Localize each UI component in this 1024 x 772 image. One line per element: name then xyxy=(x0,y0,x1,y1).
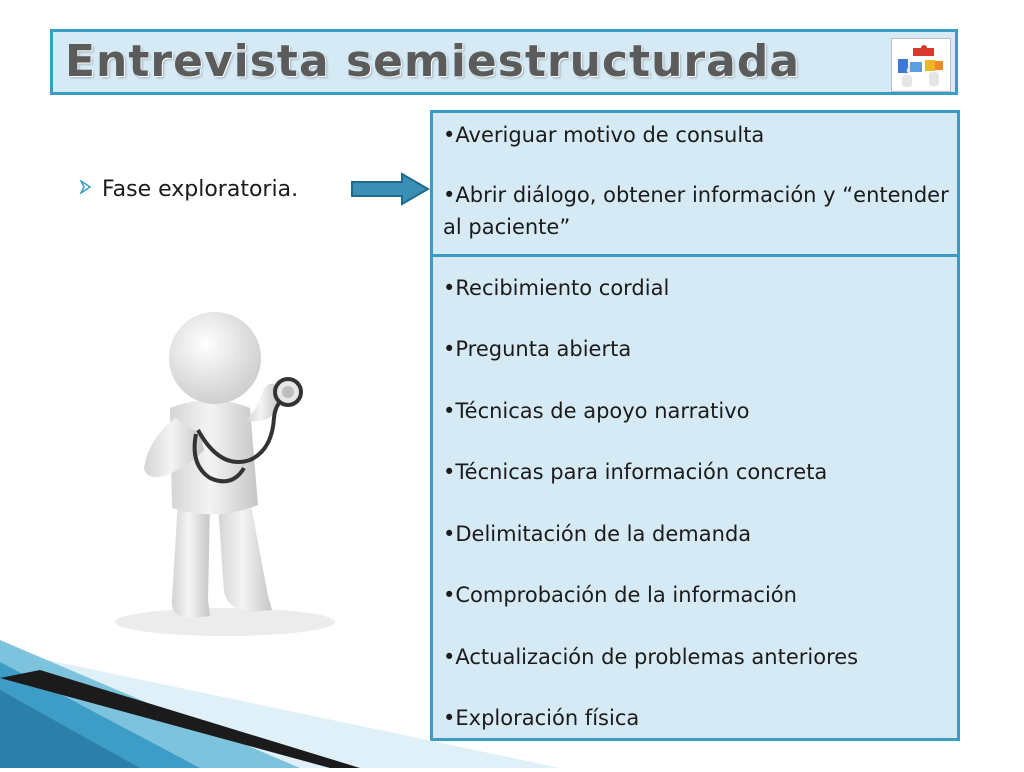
list-item: •Averiguar motivo de consulta xyxy=(443,123,765,147)
list-item: •Técnicas para información concreta xyxy=(443,460,828,484)
list-item: •Comprobación de la información xyxy=(443,583,797,607)
arrow-right-bullet-icon xyxy=(80,180,92,198)
bullet-label: Fase exploratoria. xyxy=(102,176,299,202)
list-item: •Exploración física xyxy=(443,706,640,730)
slide-title: Entrevista semiestructurada xyxy=(65,36,801,87)
list-item: •Abrir diálogo, obtener información y “entender al paciente” xyxy=(443,183,949,239)
info-box-motivo xyxy=(430,110,960,257)
title-box xyxy=(50,29,958,95)
list-item: •Recibimiento cordial xyxy=(443,276,670,300)
fase-exploratoria-bullet xyxy=(80,172,298,206)
list-item: •Actualización de problemas anteriores xyxy=(443,645,859,669)
decorative-corner-stripes xyxy=(0,640,560,768)
right-arrow-icon xyxy=(350,172,430,206)
list-item: •Delimitación de la demanda xyxy=(443,522,752,546)
puzzle-people-image xyxy=(891,38,951,92)
list-item: •Pregunta abierta xyxy=(443,337,632,361)
doctor-stethoscope-figure xyxy=(60,300,415,650)
list-item: •Técnicas de apoyo narrativo xyxy=(443,399,750,423)
